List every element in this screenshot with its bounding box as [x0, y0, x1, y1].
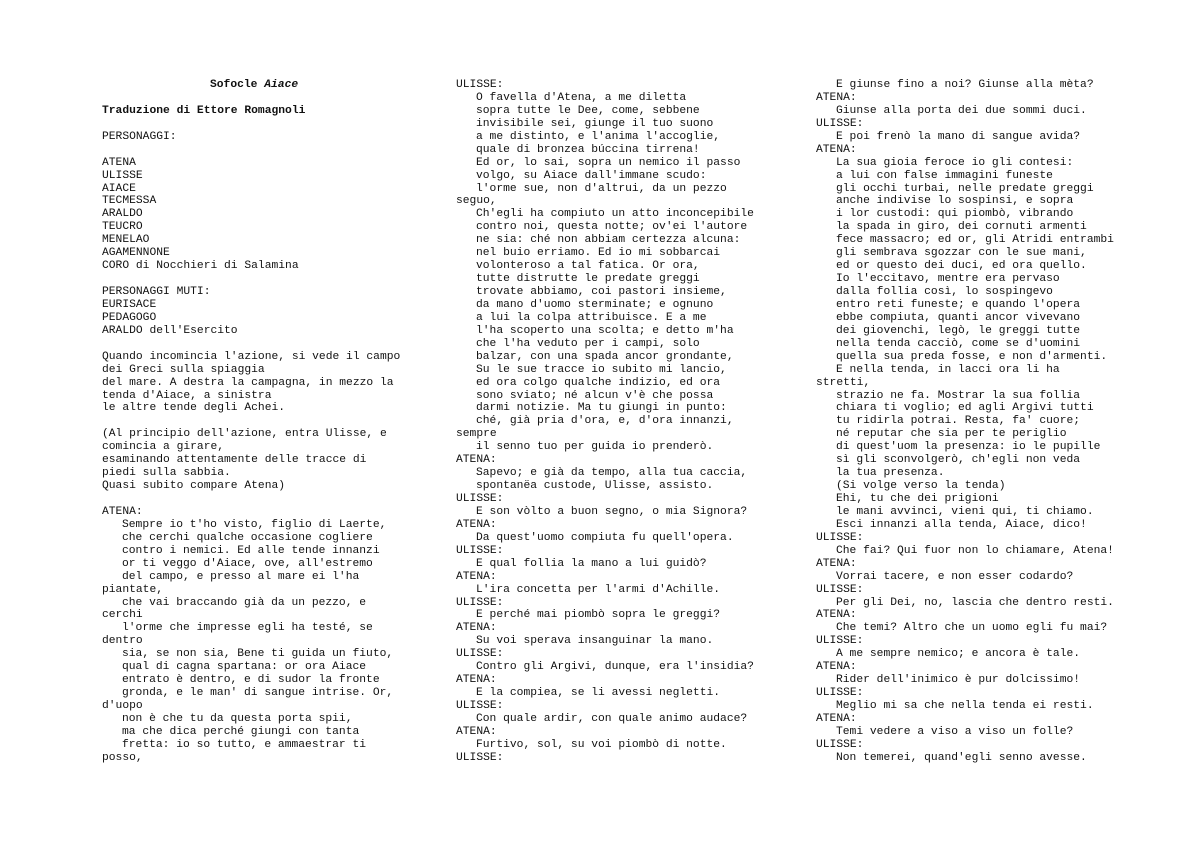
text-line: che vai braccando già da un pezzo, e	[122, 596, 367, 609]
text-line: ULISSE:	[456, 648, 504, 661]
text-line: dentro	[102, 635, 143, 648]
text-line: contro noi, questa notte; ov'ei l'autore	[476, 221, 748, 234]
text-line: ULISSE:	[456, 493, 504, 505]
text-line: comincia a girare,	[102, 441, 225, 454]
text-line: AGAMENNONE	[102, 247, 170, 260]
text-line: ATENA:	[816, 143, 857, 156]
text-line: nella tenda cacciò, come se d'uomini	[836, 337, 1081, 350]
text-line: tenda d'Aiace, a sinistra	[102, 389, 272, 402]
text-line: i lor custodi: qui piombò, vibrando	[836, 208, 1074, 221]
text-line: Quando incomincia l'azione, si vede il campo	[102, 350, 401, 363]
text-line: seguo,	[456, 195, 497, 208]
text-line: il senno tuo per guida io prenderò.	[476, 441, 714, 454]
text-line: Per gli Dei, no, lascia che dentro resti.	[836, 596, 1114, 609]
text-line: ULISSE:	[456, 79, 504, 91]
text-line: Sempre io t'ho visto, figlio di Laerte,	[122, 518, 387, 531]
text-line: ATENA	[102, 156, 136, 169]
text-line: ATENA:	[816, 712, 857, 725]
text-line: gli sembrava sgozzar con le sue mani,	[836, 247, 1087, 260]
text-line: E son vòlto a buon segno, o mia Signora?	[476, 505, 748, 518]
text-line: da mano d'uomo sterminate; e ognuno	[476, 298, 714, 311]
text-line: ATENA:	[456, 622, 497, 635]
text-line: l'ha scoperto una scolta; e detto m'ha	[476, 324, 734, 337]
text-line: E nella tenda, in lacci ora li ha	[836, 363, 1060, 376]
text-line: ATENA:	[102, 505, 143, 518]
text-line: d'uopo	[102, 700, 143, 712]
text-line: ULISSE:	[816, 117, 864, 130]
text-line: stretti,	[816, 376, 871, 389]
text-line: Contro gli Argivi, dunque, era l'insidia?	[476, 661, 754, 674]
text-line: ULISSE:	[816, 531, 864, 544]
text-line: le altre tende degli Achei.	[102, 402, 286, 415]
text-line: ATENA:	[816, 609, 857, 622]
text-line: la tua presenza.	[836, 467, 945, 480]
text-line: gronda, e le man' di sangue intrise. Or,	[122, 687, 394, 700]
text-line: Temi vedere a viso a viso un folle?	[836, 725, 1074, 738]
text-line: sia, se non sia, Bene ti guida un fiuto,	[122, 648, 394, 661]
text-line: ULISSE:	[816, 738, 864, 751]
text-line: anche indivise lo sospinsi, e sopra	[836, 195, 1074, 208]
blank-line	[102, 338, 422, 351]
title-author: Sofocle	[210, 79, 258, 91]
text-line: a me distinto, e l'anima l'accoglie,	[476, 130, 721, 143]
text-line: la spada in giro, dei cornuti armenti	[836, 221, 1087, 234]
text-line: ARALDO dell'Esercito	[102, 324, 238, 337]
text-line: strazio ne fa. Mostrar la sua follia	[836, 389, 1081, 402]
text-line: ULISSE:	[456, 544, 504, 557]
text-line: Meglio mi sa che nella tenda ei resti.	[836, 700, 1094, 712]
text-line: sopra tutte le Dee, come, sebbene	[476, 104, 700, 117]
text-line: trovate abbiamo, coi pastori insieme,	[476, 286, 727, 298]
text-line: E perché mai piombò sopra le greggi?	[476, 609, 721, 622]
text-line: ATENA:	[456, 570, 497, 583]
text-line: or ti veggo d'Aiace, ove, all'estremo	[122, 557, 373, 570]
text-line: ATENA:	[456, 518, 497, 531]
text-line: invisibile sei, giunge il tuo suono	[476, 117, 714, 130]
text-line: tu ridirla potrai. Resta, fa' cuore;	[836, 415, 1081, 428]
text-line: né reputar che sia per te periglio	[836, 428, 1067, 441]
text-line: La sua gioia feroce io gli contesi:	[836, 156, 1074, 169]
blank-line	[102, 118, 422, 131]
text-line: Esci innanzi alla tenda, Aiace, dico!	[836, 518, 1087, 531]
text-line: Con quale ardir, con quale animo audace?	[476, 712, 748, 725]
text-line: sì gli sconvolgerò, ch'egli non veda	[836, 454, 1081, 467]
text-line: di quest'uom la presenza: io le pupille	[836, 441, 1101, 454]
text-line: a lui con false immagini funeste	[836, 169, 1053, 182]
text-line: tutte distrutte le predate greggi	[476, 273, 700, 286]
text-line: fretta: io so tutto, e ammaestrar ti	[122, 738, 367, 751]
text-line: cerchi	[102, 609, 143, 622]
text-line: posso,	[102, 751, 143, 764]
text-line: TEUCRO	[102, 221, 143, 234]
translator-line: Traduzione di Ettore Romagnoli	[102, 104, 306, 117]
text-line: dalla follia così, lo sospingevo	[836, 286, 1053, 298]
text-line: darmi notizie. Ma tu giungi in punto:	[476, 402, 727, 415]
text-line: ULISSE:	[456, 596, 504, 609]
text-line: E poi frenò la mano di sangue avida?	[836, 130, 1081, 143]
text-line: volgo, su Aiace dall'immane scudo:	[476, 169, 707, 182]
text-line: E la compiea, se li avessi negletti.	[476, 687, 721, 700]
text-line: A me sempre nemico; e ancora è tale.	[836, 648, 1081, 661]
text-line: l'orme sue, non d'altrui, da un pezzo	[476, 182, 727, 195]
text-line: L'ira concetta per l'armi d'Achille.	[476, 583, 721, 596]
text-line: Io l'eccitavo, mentre era pervaso	[836, 273, 1060, 286]
text-column-3	[816, 79, 1116, 765]
text-line: ed ora colgo qualche indizio, ed ora	[476, 376, 721, 389]
text-column-1	[102, 79, 422, 765]
text-line: dei Greci sulla spiaggia	[102, 363, 265, 376]
blank-line	[102, 273, 422, 286]
text-line: Quasi subito compare Atena)	[102, 480, 286, 493]
text-line: ULISSE:	[816, 635, 864, 648]
text-line: MENELAO	[102, 234, 150, 247]
text-line: ATENA:	[456, 725, 497, 738]
text-line: Furtivo, sol, su voi piombò di notte.	[476, 738, 727, 751]
text-line: Sapevo; e già da tempo, alla tua caccia,	[476, 467, 748, 480]
text-line: ATENA:	[816, 91, 857, 104]
text-line: Rider dell'inimico è pur dolcissimo!	[836, 674, 1081, 687]
text-line: fece massacro; ed or, gli Atridi entrambi	[836, 234, 1114, 247]
text-line: Su voi sperava insanguinar la mano.	[476, 635, 714, 648]
text-line: PERSONAGGI MUTI:	[102, 286, 211, 298]
text-line: ATENA:	[456, 674, 497, 687]
text-line: ULISSE:	[816, 687, 864, 700]
text-line: Da quest'uomo compiuta fu quell'opera.	[476, 531, 734, 544]
text-line: qual di cagna spartana: or ora Aiace	[122, 661, 367, 674]
text-line: ATENA:	[816, 557, 857, 570]
blank-line	[102, 415, 422, 428]
text-line: ULISSE:	[456, 700, 504, 712]
text-line: del mare. A destra la campagna, in mezzo la	[102, 376, 394, 389]
text-line: chiara ti voglio; ed agli Argivi tutti	[836, 402, 1094, 415]
text-line: ULISSE:	[816, 583, 864, 596]
text-line: (Al principio dell'azione, entra Ulisse, e	[102, 428, 387, 441]
text-line: a lui la colpa attribuisce. E a me	[476, 311, 707, 324]
text-line: balzar, con una spada ancor grondante,	[476, 350, 734, 363]
text-line: spontanëa custode, Ulisse, assisto.	[476, 480, 714, 493]
text-line: nel buio erriamo. Ed io mi sobbarcai	[476, 247, 721, 260]
text-line: volonteroso a tal fatica. Or ora,	[476, 260, 700, 273]
text-line: AIACE	[102, 182, 136, 195]
text-line: le mani avvinci, vieni qui, ti chiamo.	[836, 505, 1094, 518]
text-line: Ch'egli ha compiuto un atto inconcepibile	[476, 208, 754, 221]
text-line: quale di bronzea búccina tirrena!	[476, 143, 700, 156]
text-line: piedi sulla sabbia.	[102, 467, 231, 480]
text-line: entro reti funeste; e quando l'opera	[836, 298, 1081, 311]
text-line: Ehi, tu che dei prigioni	[836, 493, 999, 505]
text-line: E qual follia la mano a lui guidò?	[476, 557, 707, 570]
text-line: sono sviato; né alcun v'è che possa	[476, 389, 714, 402]
text-line: sempre	[456, 428, 497, 441]
text-line: Su le sue tracce io subito mi lancio,	[476, 363, 727, 376]
text-line: EURISACE	[102, 298, 157, 311]
document-title	[102, 79, 422, 92]
text-line: Che temi? Altro che un uomo egli fu mai?	[836, 622, 1108, 635]
text-line: piantate,	[102, 583, 164, 596]
text-line: l'orme che impresse egli ha testé, se	[122, 622, 373, 635]
blank-line	[102, 144, 422, 157]
blank-line	[102, 92, 422, 105]
text-line: Che fai? Qui fuor non lo chiamare, Atena!	[836, 544, 1114, 557]
text-line: ATENA:	[456, 454, 497, 467]
text-line: ATENA:	[816, 661, 857, 674]
text-line: ché, già pria d'ora, e, d'ora innanzi,	[476, 415, 734, 428]
text-line: entrato è dentro, e di sudor la fronte	[122, 674, 380, 687]
text-line: (Si volge verso la tenda)	[836, 480, 1006, 493]
text-line: ma che dica perché giungi con tanta	[122, 725, 360, 738]
text-line: Non temerei, quand'egli senno avesse.	[836, 751, 1087, 764]
text-line: quella sua preda fosse, e non d'armenti.	[836, 350, 1108, 363]
text-line: PEDAGOGO	[102, 311, 157, 324]
title-work: Aiace	[264, 79, 299, 91]
text-line: ed or questo dei duci, ed ora quello.	[836, 260, 1087, 273]
text-line: Ed or, lo sai, sopra un nemico il passo	[476, 156, 741, 169]
text-line: Giunse alla porta dei due sommi duci.	[836, 104, 1087, 117]
text-line: del campo, e presso al mare ei l'ha	[122, 570, 360, 583]
text-line: CORO di Nocchieri di Salamina	[102, 260, 299, 273]
text-line: contro i nemici. Ed alle tende innanzi	[122, 544, 380, 557]
text-line: non è che tu da questa porta spii,	[122, 712, 353, 725]
text-line: ARALDO	[102, 208, 143, 221]
blank-line	[102, 493, 422, 506]
text-line: ne sia: ché non abbiam certezza alcuna:	[476, 234, 741, 247]
text-line: che cerchi qualche occasione cogliere	[122, 531, 373, 544]
text-line: dei giovenchi, legò, le greggi tutte	[836, 324, 1081, 337]
text-line: ULISSE	[102, 169, 143, 182]
text-line: O favella d'Atena, a me diletta	[476, 91, 687, 104]
text-line: ebbe compiuta, quanti ancor vivevano	[836, 311, 1081, 324]
text-line: ULISSE:	[456, 751, 504, 764]
text-line: E giunse fino a noi? Giunse alla mèta?	[836, 79, 1094, 91]
text-line: esaminando attentamente delle tracce di	[102, 454, 367, 467]
text-line: PERSONAGGI:	[102, 130, 177, 143]
text-line: gli occhi turbai, nelle predate greggi	[836, 182, 1094, 195]
text-column-2	[456, 79, 776, 765]
text-line: che l'ha veduto per i campi, solo	[476, 337, 700, 350]
text-line: TECMESSA	[102, 195, 157, 208]
text-line: Vorrai tacere, e non esser codardo?	[836, 570, 1074, 583]
